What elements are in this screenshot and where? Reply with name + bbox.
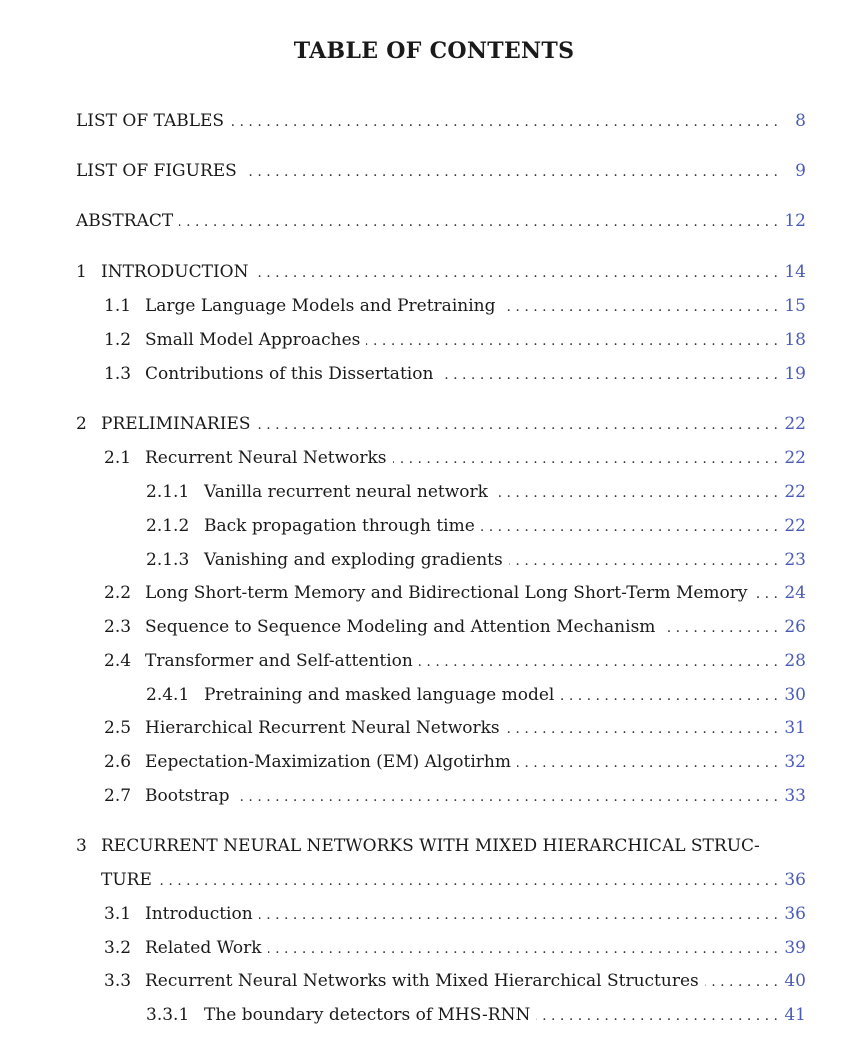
toc-subsection[interactable] [146,482,806,508]
toc-subsection[interactable] [146,1005,806,1031]
leader-dots [506,721,778,737]
toc-page-link[interactable]: 28 [784,651,806,671]
toc-page-link[interactable]: 23 [784,550,806,570]
leader-dots [393,451,778,467]
toc-entry-number: 1.2 [104,330,132,350]
toc-section[interactable] [104,752,806,778]
toc-section[interactable] [104,718,806,744]
toc-entry-number: 3.1 [104,904,132,924]
toc-page-link[interactable]: 18 [784,330,806,350]
leader-dots [661,620,778,636]
leader-dots [509,553,778,569]
leader-dots [481,519,778,535]
toc-section[interactable] [104,364,806,390]
toc-page-link[interactable]: 24 [784,583,806,603]
toc-page-link[interactable]: 31 [784,718,806,738]
toc-entry[interactable] [76,111,806,137]
toc-page-link[interactable]: 39 [784,938,806,958]
toc-entry-title: LIST OF FIGURES [76,161,237,181]
toc-page-link[interactable]: 32 [784,752,806,772]
toc-entry-title: The boundary detectors of MHS-RNN [204,1005,531,1025]
toc-entry[interactable] [76,161,806,187]
toc-entry-title: INTRODUCTION [101,262,249,282]
toc-entry-title: Recurrent Neural Networks [145,448,387,468]
toc-entry-number: 2.1.2 [146,516,190,536]
toc-page-link[interactable]: 15 [784,296,806,316]
toc-entry-number: 2.1 [104,448,132,468]
toc-entry-title: Vanilla recurrent neural network [204,482,488,502]
toc-entry-title: Bootstrap [145,786,230,806]
toc-section[interactable] [104,938,806,964]
toc-entry-title: Introduction [145,904,253,924]
toc-entry-title: Contributions of this Dissertation [145,364,434,384]
leader-dots [494,485,778,501]
toc-entry-title: Large Language Models and Pretraining [145,296,496,316]
toc-entry-number: 1.1 [104,296,132,316]
toc-entry-title: Recurrent Neural Networks with Mixed Hierarchical Structures [145,971,699,991]
toc-entry-title: Small Model Approaches [145,330,361,350]
toc-section[interactable] [104,904,806,930]
leader-dots [439,367,778,383]
toc-page-link[interactable]: 22 [784,414,806,434]
toc-page-link[interactable]: 22 [784,448,806,468]
toc-chapter[interactable] [76,262,806,288]
leader-dots [158,873,778,889]
toc-entry-title: Vanishing and exploding gradients [204,550,503,570]
toc-page-link[interactable]: 22 [784,516,806,536]
toc-entry-number: 2.1.1 [146,482,190,502]
toc-entry-title: Eepectation-Maximization (EM) Algotirhm [145,752,511,772]
toc-entry-title: Transformer and Self-attention [145,651,413,671]
toc-entry-title: Sequence to Sequence Modeling and Attention Mechanism [145,617,656,637]
toc-page-link[interactable]: 26 [784,617,806,637]
toc-entry-number: 3.2 [104,938,132,958]
page-title: TABLE OF CONTENTS [293,38,575,64]
toc-chapter[interactable] [101,870,806,896]
leader-dots [230,114,778,130]
toc-entry-title-continued: TURE [101,870,152,890]
leader-dots [259,907,778,923]
toc-entry-title: Long Short-term Memory and Bidirectional Long Short-Term Memory [145,583,748,603]
toc-section[interactable] [104,448,806,474]
leader-dots [236,789,779,805]
toc-subsection[interactable] [146,516,806,542]
toc-entry-number: 2 [76,414,87,434]
leader-dots [517,755,778,771]
leader-dots [255,265,779,281]
toc-entry-number: 2.6 [104,752,132,772]
toc-entry-title: Pretraining and masked language model [204,685,555,705]
toc-page-link[interactable]: 33 [784,786,806,806]
toc-section[interactable] [104,296,806,322]
toc-entry-number: 3 [76,836,87,856]
toc-page-link[interactable]: 8 [795,111,806,131]
toc-page-link[interactable]: 9 [795,161,806,181]
leader-dots [501,299,778,315]
toc-chapter[interactable] [76,414,806,440]
toc-entry-title: RECURRENT NEURAL NETWORKS WITH MIXED HIERARCHICAL STRUC- [101,836,760,856]
leader-dots [366,333,778,349]
toc-entry-title: Hierarchical Recurrent Neural Networks [145,718,500,738]
toc-entry-number: 2.1.3 [146,550,190,570]
toc-page-link[interactable]: 30 [784,685,806,705]
leader-dots [257,417,779,433]
leader-dots [560,688,778,704]
leader-dots [179,214,778,230]
toc-page-link[interactable]: 14 [784,262,806,282]
toc-section[interactable] [104,786,806,812]
toc-entry-number: 2.7 [104,786,132,806]
toc-entry[interactable] [76,211,806,237]
toc-entry-title: ABSTRACT [76,211,174,231]
leader-dots [419,654,778,670]
toc-entry-number: 3.3.1 [146,1005,190,1025]
toc-section[interactable] [104,330,806,356]
toc-chapter-line[interactable] [76,836,760,856]
toc-entry-title: Related Work [145,938,262,958]
toc-entry-number: 3.3 [104,971,132,991]
leader-dots [243,164,778,180]
toc-entry-number: 2.4 [104,651,132,671]
toc-page-link[interactable]: 12 [784,211,806,231]
toc-entry-number: 2.2 [104,583,132,603]
toc-section[interactable] [104,651,806,677]
toc-entry-number: 1 [76,262,87,282]
toc-entry-number: 1.3 [104,364,132,384]
toc-page-link[interactable]: 22 [784,482,806,502]
leader-dots [536,1008,778,1024]
toc-entry-number: 2.3 [104,617,132,637]
toc-page-link[interactable]: 36 [784,904,806,924]
toc-entry-title: LIST OF TABLES [76,111,225,131]
toc-subsection[interactable] [146,550,806,576]
toc-page-link[interactable]: 19 [784,364,806,384]
leader-dots [705,974,778,990]
toc-page-link[interactable]: 36 [784,870,806,890]
toc-section[interactable] [104,583,806,609]
leader-dots [754,586,778,602]
toc-section[interactable] [104,971,806,997]
leader-dots [268,941,778,957]
toc-page-link[interactable]: 41 [784,1005,806,1025]
toc-subsection[interactable] [146,685,806,711]
toc-page-link[interactable]: 40 [784,971,806,991]
toc-entry-number: 2.5 [104,718,132,738]
toc-entry-title: PRELIMINARIES [101,414,251,434]
toc-entry-title: Back propagation through time [204,516,475,536]
toc-section[interactable] [104,617,806,643]
toc-entry-number: 2.4.1 [146,685,190,705]
